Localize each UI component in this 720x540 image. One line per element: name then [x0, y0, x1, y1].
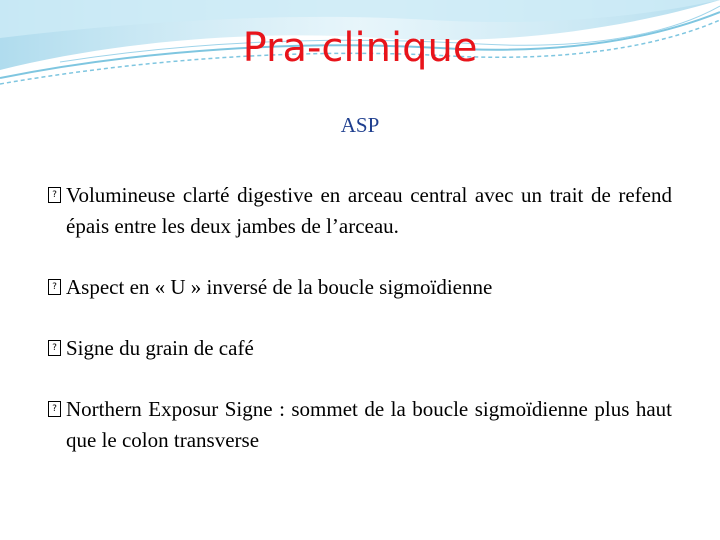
bullet-item [48, 272, 672, 303]
bullet-text: Volumineuse clarté digestive en arceau central avec un trait de refend épais entre les deux jambes de l’arceau. [66, 183, 672, 238]
bullet-item [48, 394, 672, 456]
missing-glyph-bullet-icon: ? [48, 401, 61, 417]
missing-glyph-bullet-icon: ? [48, 279, 61, 295]
bullet-item [48, 180, 672, 242]
bullet-item [48, 333, 672, 364]
slide-title: Pra-clinique [242, 25, 478, 71]
slide-subtitle: ASP [340, 113, 380, 137]
missing-glyph-bullet-icon: ? [48, 187, 61, 203]
bullet-list [48, 180, 672, 456]
bullet-text: Signe du grain de café [66, 336, 254, 360]
missing-glyph-bullet-icon: ? [48, 340, 61, 356]
bullet-text: Northern Exposur Signe : sommet de la boucle sigmoïdienne plus haut que le colon transverse [66, 397, 672, 452]
bullet-text: Aspect en « U » inversé de la boucle sigmoïdienne [66, 275, 493, 299]
